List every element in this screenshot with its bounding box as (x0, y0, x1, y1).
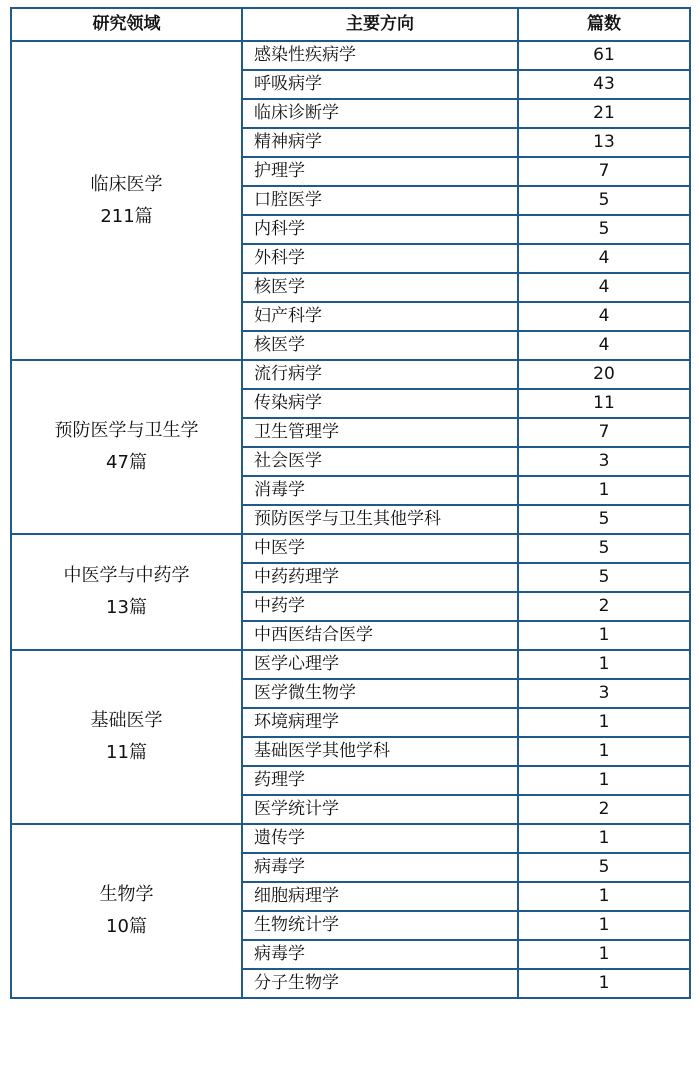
count-cell: 5 (518, 853, 690, 882)
field-cell (11, 534, 242, 650)
field-name: 临床医学 (90, 173, 163, 195)
research-field-table (10, 7, 691, 999)
field-total: 211篇 (100, 205, 153, 227)
count-cell: 4 (518, 244, 690, 273)
count-cell: 11 (518, 389, 690, 418)
direction-cell: 生物统计学 (242, 911, 518, 940)
direction-cell: 精神病学 (242, 128, 518, 157)
table-row (11, 824, 690, 853)
count-cell: 13 (518, 128, 690, 157)
count-cell: 43 (518, 70, 690, 99)
direction-cell: 临床诊断学 (242, 99, 518, 128)
count-cell: 1 (518, 882, 690, 911)
count-cell: 5 (518, 186, 690, 215)
count-cell: 7 (518, 157, 690, 186)
direction-cell: 中药药理学 (242, 563, 518, 592)
count-cell: 1 (518, 911, 690, 940)
direction-cell: 社会医学 (242, 447, 518, 476)
direction-cell: 核医学 (242, 273, 518, 302)
direction-cell: 医学统计学 (242, 795, 518, 824)
field-total: 10篇 (106, 916, 147, 937)
direction-cell: 中医学 (242, 534, 518, 563)
direction-cell: 环境病理学 (242, 708, 518, 737)
table-header-row (11, 8, 690, 41)
count-cell: 1 (518, 708, 690, 737)
field-cell (11, 360, 242, 534)
count-cell: 1 (518, 476, 690, 505)
table-row (11, 534, 690, 563)
direction-cell: 核医学 (242, 331, 518, 360)
direction-cell: 医学心理学 (242, 650, 518, 679)
direction-cell: 遗传学 (242, 824, 518, 853)
field-cell (11, 824, 242, 998)
direction-cell: 中西医结合医学 (242, 621, 518, 650)
direction-cell: 病毒学 (242, 853, 518, 882)
field-cell (11, 41, 242, 360)
direction-cell: 基础医学其他学科 (242, 737, 518, 766)
direction-cell: 病毒学 (242, 940, 518, 969)
direction-cell: 药理学 (242, 766, 518, 795)
count-cell: 3 (518, 447, 690, 476)
direction-cell: 细胞病理学 (242, 882, 518, 911)
count-cell: 1 (518, 621, 690, 650)
count-cell: 3 (518, 679, 690, 708)
count-cell: 61 (518, 41, 690, 70)
field-name: 预防医学与卫生学 (54, 420, 199, 441)
direction-cell: 卫生管理学 (242, 418, 518, 447)
count-cell: 1 (518, 940, 690, 969)
header-count: 篇数 (518, 8, 690, 41)
table-row (11, 360, 690, 389)
direction-cell: 预防医学与卫生其他学科 (242, 505, 518, 534)
direction-cell: 中药学 (242, 592, 518, 621)
count-cell: 1 (518, 766, 690, 795)
direction-cell: 消毒学 (242, 476, 518, 505)
direction-cell: 医学微生物学 (242, 679, 518, 708)
count-cell: 5 (518, 534, 690, 563)
table-row (11, 650, 690, 679)
direction-cell: 口腔医学 (242, 186, 518, 215)
field-total: 47篇 (106, 452, 147, 473)
table-body (11, 41, 690, 998)
direction-cell: 内科学 (242, 215, 518, 244)
direction-cell: 分子生物学 (242, 969, 518, 998)
table-row (11, 41, 690, 70)
field-name: 中医学与中药学 (63, 565, 190, 586)
research-table-container (10, 7, 689, 999)
field-name: 生物学 (99, 884, 154, 905)
field-name: 基础医学 (90, 710, 163, 731)
count-cell: 1 (518, 824, 690, 853)
count-cell: 21 (518, 99, 690, 128)
count-cell: 2 (518, 795, 690, 824)
count-cell: 1 (518, 737, 690, 766)
count-cell: 5 (518, 215, 690, 244)
count-cell: 4 (518, 273, 690, 302)
count-cell: 1 (518, 650, 690, 679)
direction-cell: 护理学 (242, 157, 518, 186)
count-cell: 1 (518, 969, 690, 998)
header-field: 研究领域 (11, 8, 242, 41)
field-total: 11篇 (106, 742, 147, 763)
direction-cell: 呼吸病学 (242, 70, 518, 99)
direction-cell: 外科学 (242, 244, 518, 273)
field-total: 13篇 (106, 597, 147, 618)
count-cell: 5 (518, 563, 690, 592)
count-cell: 20 (518, 360, 690, 389)
header-direction: 主要方向 (242, 8, 518, 41)
count-cell: 4 (518, 302, 690, 331)
count-cell: 2 (518, 592, 690, 621)
count-cell: 4 (518, 331, 690, 360)
direction-cell: 妇产科学 (242, 302, 518, 331)
count-cell: 5 (518, 505, 690, 534)
direction-cell: 感染性疾病学 (242, 41, 518, 70)
count-cell: 7 (518, 418, 690, 447)
direction-cell: 传染病学 (242, 389, 518, 418)
field-cell (11, 650, 242, 824)
direction-cell: 流行病学 (242, 360, 518, 389)
